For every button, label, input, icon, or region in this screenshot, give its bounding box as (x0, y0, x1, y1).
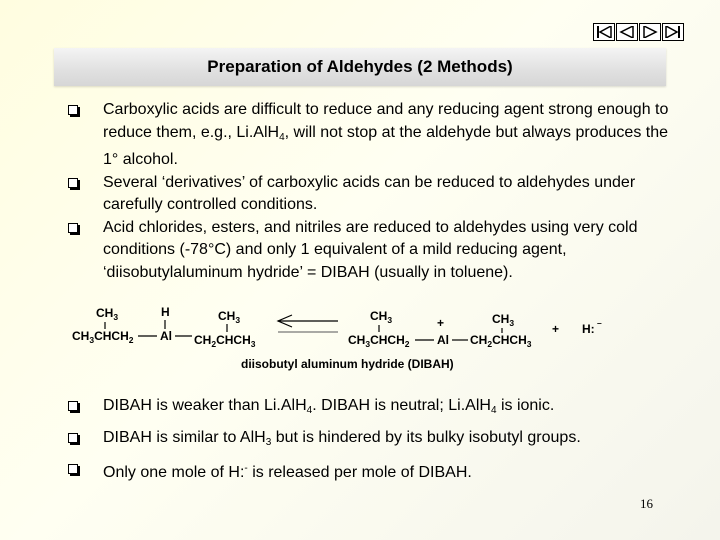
next-slide-button[interactable] (639, 23, 661, 41)
plus-sign: + (437, 316, 445, 330)
dibah-equilibrium-diagram (60, 300, 640, 378)
bullet-text: Only one mole of H: (103, 464, 245, 481)
methyl-label: $CH_3$ (370, 309, 393, 325)
last-slide-button[interactable] (662, 23, 684, 41)
isobutyl-label: $CH_3CHCH_2$ (72, 329, 134, 345)
bullet-text: . DIBAH is neutral; Li.AlH (312, 397, 491, 414)
bullet-text: is released per mole of DIBAH. (247, 464, 472, 481)
methyl-label: $CH_3$ (218, 309, 241, 325)
first-slide-button[interactable] (593, 23, 615, 41)
next-slide-icon (642, 26, 658, 38)
bullet-item (68, 456, 678, 487)
bullet-text: but is hindered by its bulky isobutyl groups. (271, 428, 581, 446)
slide-navigation (593, 23, 684, 41)
checkbox-bullet-icon (68, 178, 78, 188)
bullet-item (68, 99, 678, 172)
slide-title-bar (54, 48, 666, 86)
top-bullet-list (68, 99, 678, 284)
bullet-text: Several ‘derivatives’ of carboxylic acids can be reduced to aldehydes under carefully controlled conditions. (103, 173, 636, 213)
subscript: 3 (265, 436, 272, 448)
hydride-charge: – (597, 318, 602, 328)
dibah-caption: diisobutyl aluminum hydride (DIBAH) (241, 357, 454, 371)
hydride-label: H: (582, 322, 595, 336)
subscript: 4 (306, 405, 313, 416)
previous-slide-icon (619, 26, 635, 38)
plus-sign: + (552, 322, 560, 336)
checkbox-bullet-icon (68, 223, 78, 233)
bullet-text: DIBAH is weaker than Li.AlH (103, 397, 307, 414)
bullet-item (68, 172, 678, 217)
checkbox-bullet-icon (68, 401, 78, 411)
isobutyl-label: $CH_2CHCH_3$ (470, 333, 532, 349)
previous-slide-button[interactable] (616, 23, 638, 41)
aluminum-label: Al (437, 333, 449, 347)
first-slide-icon (596, 26, 612, 38)
aluminum-label: Al (160, 329, 172, 343)
isobutyl-label: $CH_2CHCH_3$ (194, 333, 256, 349)
page-number: 16 (640, 496, 653, 511)
bullet-item (68, 393, 678, 425)
bullet-text: DIBAH is similar to AlH (103, 428, 266, 446)
checkbox-bullet-icon (68, 433, 78, 443)
bottom-bullet-list (68, 393, 678, 487)
methyl-label: $CH_3$ (492, 312, 515, 328)
bullet-item (68, 425, 678, 457)
superscript: - (244, 463, 248, 474)
subscript: 4 (279, 131, 285, 143)
checkbox-bullet-icon (68, 105, 78, 115)
isobutyl-label: $CH_3CHCH_2$ (348, 333, 410, 349)
bullet-item (68, 217, 678, 285)
slide-title: Preparation of Aldehydes (2 Methods) (207, 57, 513, 76)
hydrogen-label: H (161, 305, 170, 319)
methyl-label: $CH_3$ (96, 306, 119, 322)
bullet-text: Carboxylic acids are difficult to reduce and any reducing agent strong enough to reduce them, e.g., Li.AlH (103, 101, 669, 141)
bullet-text: , will not stop at the aldehyde but always produces the 1° alcohol. (103, 123, 668, 168)
bullet-text: is ionic. (496, 397, 555, 414)
subscript: 4 (490, 405, 497, 416)
last-slide-icon (665, 26, 681, 38)
checkbox-bullet-icon (68, 464, 78, 474)
bullet-text: Acid chlorides, esters, and nitriles are reduced to aldehydes using very cold conditions (-78°C) and only 1 equivalent of a mild reducing agent, ‘diisobutylaluminum hydride’ = DIBAH (usually in toluene). (103, 218, 638, 281)
